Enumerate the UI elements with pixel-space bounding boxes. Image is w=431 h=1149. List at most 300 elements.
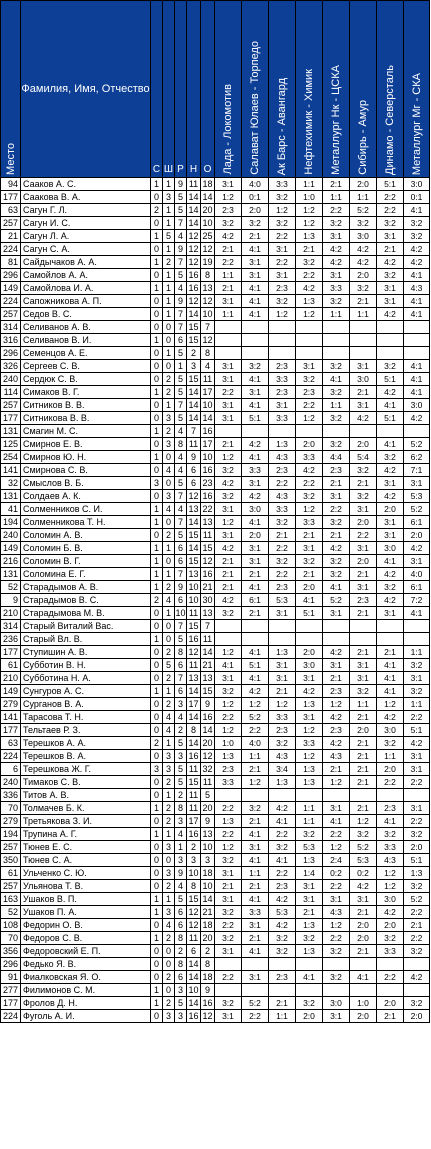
stat-cell: 0: [151, 880, 163, 893]
stat-cell: 0: [163, 958, 175, 971]
prediction-cell: 3:1: [350, 399, 377, 412]
prediction-cell: 2:1: [350, 607, 377, 620]
prediction-cell: 4:2: [269, 919, 296, 932]
prediction-cell: 4:1: [242, 854, 269, 867]
name-cell: Селиванов В. И.: [21, 334, 151, 347]
prediction-cell: 1:1: [323, 191, 350, 204]
place-cell: 296: [1, 347, 21, 360]
table-row: [1, 932, 430, 945]
stat-cell: 2: [175, 945, 187, 958]
prediction-cell: 4:1: [350, 971, 377, 984]
prediction-cell: 1:3: [269, 438, 296, 451]
prediction-cell: 0:2: [323, 867, 350, 880]
prediction-cell: 2:0: [404, 529, 430, 542]
prediction-cell: 2:1: [296, 906, 323, 919]
prediction-cell: 6:1: [404, 581, 430, 594]
prediction-cell: 4:1: [269, 854, 296, 867]
prediction-cell: [350, 984, 377, 997]
stat-cell: 3: [175, 815, 187, 828]
prediction-cell: 1:2: [377, 880, 404, 893]
prediction-cell: 1:2: [323, 698, 350, 711]
prediction-cell: 3:2: [269, 516, 296, 529]
table-row: [1, 763, 430, 776]
prediction-cell: 4:2: [377, 386, 404, 399]
prediction-cell: 2:1: [242, 880, 269, 893]
table-row: [1, 451, 430, 464]
prediction-cell: [242, 425, 269, 438]
stat-cell: 20: [202, 205, 213, 215]
prediction-cell: 2:2: [350, 529, 377, 542]
prediction-cell: [296, 633, 323, 646]
prediction-cell: 5:2: [350, 841, 377, 854]
place-cell: 52: [1, 581, 21, 594]
stat-cell: 0: [151, 854, 163, 867]
stat-cell: 9: [175, 178, 187, 191]
prediction-cell: [296, 620, 323, 633]
prediction-cell: 3:1: [269, 243, 296, 256]
prediction-cell: 2:2: [215, 919, 242, 932]
prediction-cell: 2:3: [377, 802, 404, 815]
prediction-cell: 2:2: [269, 230, 296, 243]
table-row: [1, 282, 430, 295]
prediction-cell: 3:2: [215, 932, 242, 945]
prediction-cell: 4:2: [323, 646, 350, 659]
prediction-cell: 3:1: [215, 399, 242, 412]
place-cell: 194: [1, 828, 21, 841]
prediction-cell: 3:2: [215, 464, 242, 477]
stat-cell: 14: [188, 959, 199, 969]
table-row: [1, 321, 430, 334]
prediction-cell: 2:1: [269, 685, 296, 698]
prediction-cell: 4:0: [242, 178, 269, 191]
table-row: [1, 295, 430, 308]
stat-cell: 8: [175, 646, 187, 659]
stat-cell: 11: [187, 438, 201, 451]
prediction-cell: 4:2: [377, 906, 404, 919]
prediction-cell: 4:1: [404, 295, 430, 308]
stat-cell: 0: [151, 672, 163, 685]
prediction-cell: [404, 321, 430, 334]
prediction-cell: 3:1: [323, 490, 350, 503]
stat-cell: 3: [163, 750, 175, 763]
stat-cell: 13: [188, 673, 199, 683]
prediction-cell: [404, 334, 430, 347]
stat-cell: 10: [175, 608, 186, 618]
stat-cell: 0: [151, 308, 163, 321]
prediction-cell: 2:1: [269, 997, 296, 1010]
prediction-cell: [215, 321, 242, 334]
prediction-cell: 3:3: [269, 412, 296, 425]
prediction-cell: 4:2: [377, 490, 404, 503]
stat-cell: 2: [151, 594, 163, 607]
table-row: [1, 633, 430, 646]
prediction-cell: 4:1: [242, 399, 269, 412]
table-row: [1, 711, 430, 724]
table-row: [1, 893, 430, 906]
prediction-cell: 1:1: [242, 750, 269, 763]
prediction-cell: 2:0: [296, 646, 323, 659]
stat-cell: 11: [187, 178, 201, 191]
table-row: [1, 191, 430, 204]
stat-cell: 5: [163, 659, 175, 672]
prediction-cell: 5:1: [242, 659, 269, 672]
stat-cell: 0: [151, 698, 163, 711]
table-row: [1, 1010, 430, 1023]
stat-cell: 18: [202, 972, 213, 982]
prediction-cell: 5:1: [377, 178, 404, 191]
prediction-cell: [350, 321, 377, 334]
prediction-cell: 1:2: [296, 217, 323, 230]
prediction-cell: 3:1: [350, 581, 377, 594]
stat-cell: 5: [175, 529, 187, 542]
table-row: [1, 373, 430, 386]
stat-cell: 4: [163, 919, 175, 932]
name-cell: Ульянова Т. В.: [21, 880, 151, 893]
stat-cell: 12: [202, 556, 213, 566]
table-row: [1, 204, 430, 217]
prediction-cell: 3:2: [323, 945, 350, 958]
prediction-cell: 5:1: [377, 373, 404, 386]
prediction-cell: 3:1: [404, 763, 430, 776]
stat-cell: 4: [175, 880, 187, 893]
prediction-cell: 2:2: [377, 971, 404, 984]
stat-cell: 12: [188, 920, 199, 930]
prediction-cell: 3:3: [377, 945, 404, 958]
table-row: [1, 828, 430, 841]
stat-cell: 1: [163, 178, 175, 191]
stat-cell: 1: [163, 308, 175, 321]
name-cell: Сергеев С. В.: [21, 360, 151, 373]
table-row: [1, 815, 430, 828]
prediction-cell: 4:1: [377, 815, 404, 828]
prediction-cell: 2:0: [296, 1010, 323, 1023]
prediction-cell: 3:1: [242, 841, 269, 854]
prediction-cell: 1:0: [215, 737, 242, 750]
stat-cell: 1: [163, 737, 175, 750]
prediction-cell: 3:0: [404, 178, 430, 191]
prediction-cell: 1:3: [296, 230, 323, 243]
stat-cell: 0: [151, 438, 163, 451]
prediction-cell: 3:2: [377, 269, 404, 282]
prediction-cell: [377, 334, 404, 347]
table-row: [1, 841, 430, 854]
stat-cell: 1: [151, 230, 163, 243]
prediction-cell: 1:2: [215, 646, 242, 659]
prediction-cell: 2:1: [296, 243, 323, 256]
prediction-cell: 4:2: [242, 438, 269, 451]
prediction-cell: 3:2: [377, 932, 404, 945]
prediction-cell: 3:1: [377, 295, 404, 308]
stat-cell: 6: [175, 555, 187, 568]
prediction-cell: 0:1: [404, 191, 430, 204]
prediction-cell: 2:3: [323, 724, 350, 737]
place-cell: 257: [1, 308, 21, 321]
prediction-cell: 2:1: [242, 815, 269, 828]
stat-cell: 0: [151, 646, 163, 659]
name-cell: Федорин О. В.: [21, 919, 151, 932]
prediction-cell: 3:1: [242, 919, 269, 932]
prediction-cell: 3:3: [377, 841, 404, 854]
place-cell: 41: [1, 503, 21, 516]
prediction-cell: 3:2: [215, 854, 242, 867]
prediction-cell: 1:3: [269, 776, 296, 789]
stat-cell: 16: [202, 569, 213, 579]
prediction-cell: 2:1: [269, 529, 296, 542]
prediction-cell: 3:2: [350, 828, 377, 841]
prediction-cell: [404, 958, 430, 971]
prediction-cell: 2:1: [350, 295, 377, 308]
stat-cell: 2: [163, 802, 175, 815]
stat-cell: 7: [201, 321, 215, 334]
prediction-cell: 4:1: [323, 581, 350, 594]
place-cell: 224: [1, 1010, 21, 1023]
stat-cell: 6: [175, 906, 187, 919]
place-cell: 63: [1, 737, 21, 750]
prediction-cell: 3:1: [296, 542, 323, 555]
stat-cell: 9: [175, 295, 187, 308]
table-row: [1, 646, 430, 659]
prediction-cell: 2:2: [215, 971, 242, 984]
stat-cell: 1: [151, 997, 163, 1010]
name-cell: Третьякова З. И.: [21, 815, 151, 828]
prediction-cell: 3:2: [323, 386, 350, 399]
stat-cell: 25: [202, 231, 213, 241]
prediction-cell: 1:2: [269, 308, 296, 321]
table-row: [1, 906, 430, 919]
stat-cell: 0: [151, 321, 163, 334]
place-cell: 163: [1, 893, 21, 906]
prediction-cell: 4:3: [269, 750, 296, 763]
prediction-cell: 3:2: [404, 217, 430, 230]
prediction-cell: 1:1: [404, 646, 430, 659]
prediction-cell: [404, 425, 430, 438]
prediction-cell: 4:2: [296, 464, 323, 477]
table-row: [1, 776, 430, 789]
prediction-cell: 4:2: [323, 711, 350, 724]
prediction-cell: 2:2: [323, 932, 350, 945]
table-row: [1, 971, 430, 984]
prediction-cell: [323, 321, 350, 334]
stat-cell: 10: [202, 881, 213, 891]
prediction-cell: 2:1: [215, 568, 242, 581]
prediction-cell: 1:2: [215, 841, 242, 854]
stat-cell: 12: [202, 296, 213, 306]
table-row: [1, 555, 430, 568]
stat-cell: 12: [188, 244, 199, 254]
prediction-cell: 2:2: [269, 256, 296, 269]
stat-cell: 7: [175, 217, 187, 230]
prediction-cell: 4:1: [242, 516, 269, 529]
prediction-cell: 2:1: [350, 477, 377, 490]
prediction-cell: 3:1: [377, 230, 404, 243]
place-cell: 177: [1, 191, 21, 204]
prediction-cell: 3:1: [296, 880, 323, 893]
prediction-cell: [296, 347, 323, 360]
stat-cell: 2: [163, 581, 175, 594]
prediction-cell: 4:1: [404, 373, 430, 386]
stat-cell: 21: [202, 907, 213, 917]
prediction-cell: 3:3: [269, 178, 296, 191]
prediction-cell: 1:2: [296, 503, 323, 516]
stat-cell: 0: [163, 984, 175, 997]
stat-cell: 15: [188, 322, 199, 332]
stat-cell: 7: [175, 308, 187, 321]
stat-cell: 8: [187, 880, 201, 893]
stat-cell: 11: [201, 633, 215, 646]
stat-cell: 14: [188, 309, 199, 319]
prediction-cell: 4:2: [215, 230, 242, 243]
prediction-cell: 3:2: [269, 191, 296, 204]
prediction-cell: 1:1: [404, 698, 430, 711]
prediction-cell: [377, 789, 404, 802]
table-row: [1, 490, 430, 503]
table-row: [1, 542, 430, 555]
stat-cell: 8: [175, 802, 187, 815]
stat-cell: 3: [163, 1010, 175, 1023]
name-cell: Седов В. С.: [21, 308, 151, 321]
prediction-cell: 3:1: [323, 802, 350, 815]
place-cell: 326: [1, 360, 21, 373]
place-cell: 70: [1, 802, 21, 815]
stat-cell: 0: [151, 269, 163, 282]
prediction-cell: [404, 633, 430, 646]
prediction-cell: 3:2: [377, 581, 404, 594]
prediction-cell: 4:1: [377, 399, 404, 412]
prediction-cell: [350, 425, 377, 438]
prediction-cell: 3:0: [377, 893, 404, 906]
prediction-cell: 2:4: [323, 854, 350, 867]
stat-cell: 8: [175, 932, 187, 945]
name-cell: Солменникова Т. Н.: [21, 516, 151, 529]
table-row: [1, 477, 430, 490]
prediction-cell: 4:2: [323, 542, 350, 555]
prediction-cell: 3:1: [242, 971, 269, 984]
stat-cell: 5: [175, 737, 187, 750]
stat-cell: 13: [202, 673, 213, 683]
prediction-cell: 1:2: [350, 815, 377, 828]
table-row: [1, 958, 430, 971]
prediction-cell: 5:2: [242, 711, 269, 724]
stat-cell: 0: [163, 620, 175, 633]
stat-cell: 1: [151, 685, 163, 698]
stat-cell: 3: [163, 841, 175, 854]
prediction-cell: 2:1: [377, 646, 404, 659]
prediction-cell: 2:0: [404, 841, 430, 854]
prediction-cell: 3:2: [404, 828, 430, 841]
stat-cell: 7: [175, 568, 187, 581]
prediction-cell: 5:1: [242, 412, 269, 425]
place-cell: 356: [1, 945, 21, 958]
stat-cell: 5: [175, 477, 187, 490]
stat-cell: 15: [188, 621, 199, 631]
prediction-cell: 2:1: [215, 282, 242, 295]
prediction-cell: 4:2: [377, 464, 404, 477]
place-cell: 210: [1, 672, 21, 685]
stat-cell: 22: [202, 504, 213, 514]
stat-header-n: Н: [187, 1, 201, 178]
prediction-cell: 2:1: [350, 802, 377, 815]
stat-cell: 15: [188, 530, 199, 540]
prediction-cell: 3:2: [215, 906, 242, 919]
stat-cell: 10: [188, 985, 199, 995]
stat-cell: 5: [175, 412, 187, 425]
stat-cell: 4: [175, 503, 187, 516]
prediction-cell: 4:2: [350, 243, 377, 256]
prediction-cell: 3:3: [269, 503, 296, 516]
prediction-cell: [404, 789, 430, 802]
match-header: Сибирь - Амур: [350, 1, 377, 178]
stat-cell: 8: [201, 958, 215, 971]
stat-cell: 1: [151, 503, 163, 516]
prediction-cell: 4:1: [377, 672, 404, 685]
stat-cell: 14: [188, 400, 199, 410]
prediction-cell: 2:0: [377, 763, 404, 776]
stat-cell: 7: [201, 620, 215, 633]
prediction-cell: 4:2: [242, 685, 269, 698]
prediction-cell: 5:1: [296, 607, 323, 620]
prediction-cell: [242, 958, 269, 971]
prediction-cell: 2:1: [377, 243, 404, 256]
prediction-cell: 3:2: [242, 360, 269, 373]
stat-cell: 1: [163, 607, 175, 620]
stat-cell: 16: [188, 634, 199, 644]
prediction-cell: 2:1: [350, 945, 377, 958]
name-cell: Терешков В. А.: [21, 750, 151, 763]
table-row: [1, 880, 430, 893]
prediction-cell: 2:3: [269, 282, 296, 295]
prediction-cell: 4:1: [242, 373, 269, 386]
match-header: Металлург Нк - ЦСКА: [323, 1, 350, 178]
prediction-cell: 3:2: [323, 516, 350, 529]
stat-cell: 7: [175, 399, 187, 412]
prediction-cell: 1:2: [215, 191, 242, 204]
prediction-cell: 2:2: [323, 503, 350, 516]
stat-header-c: С: [151, 1, 163, 178]
table-row: [1, 347, 430, 360]
prediction-cell: 2:1: [242, 607, 269, 620]
place-cell: 257: [1, 399, 21, 412]
stat-cell: 3: [151, 477, 163, 490]
table-row: [1, 581, 430, 594]
stat-cell: 13: [188, 504, 199, 514]
stat-cell: 11: [187, 763, 201, 776]
place-cell: 61: [1, 659, 21, 672]
prediction-cell: 1:3: [296, 776, 323, 789]
prediction-cell: 3:2: [296, 256, 323, 269]
stat-cell: 5: [175, 373, 187, 386]
prediction-cell: 3:3: [296, 451, 323, 464]
table-row: [1, 698, 430, 711]
prediction-cell: 2:1: [323, 477, 350, 490]
prediction-cell: 4:1: [242, 672, 269, 685]
prediction-cell: [296, 789, 323, 802]
prediction-cell: 1:3: [296, 295, 323, 308]
stat-cell: 15: [202, 543, 213, 553]
stat-cell: 7: [187, 425, 201, 438]
prediction-cell: 1:1: [296, 178, 323, 191]
prediction-cell: [242, 789, 269, 802]
stat-cell: 1: [175, 841, 187, 854]
prediction-cell: [296, 984, 323, 997]
prediction-cell: 4:1: [242, 282, 269, 295]
prediction-cell: 5:1: [377, 412, 404, 425]
prediction-cell: 3:2: [350, 490, 377, 503]
prediction-cell: 2:0: [350, 932, 377, 945]
table-row: [1, 750, 430, 763]
stat-cell: 7: [175, 672, 187, 685]
table-row: [1, 256, 430, 269]
prediction-cell: 3:3: [242, 464, 269, 477]
